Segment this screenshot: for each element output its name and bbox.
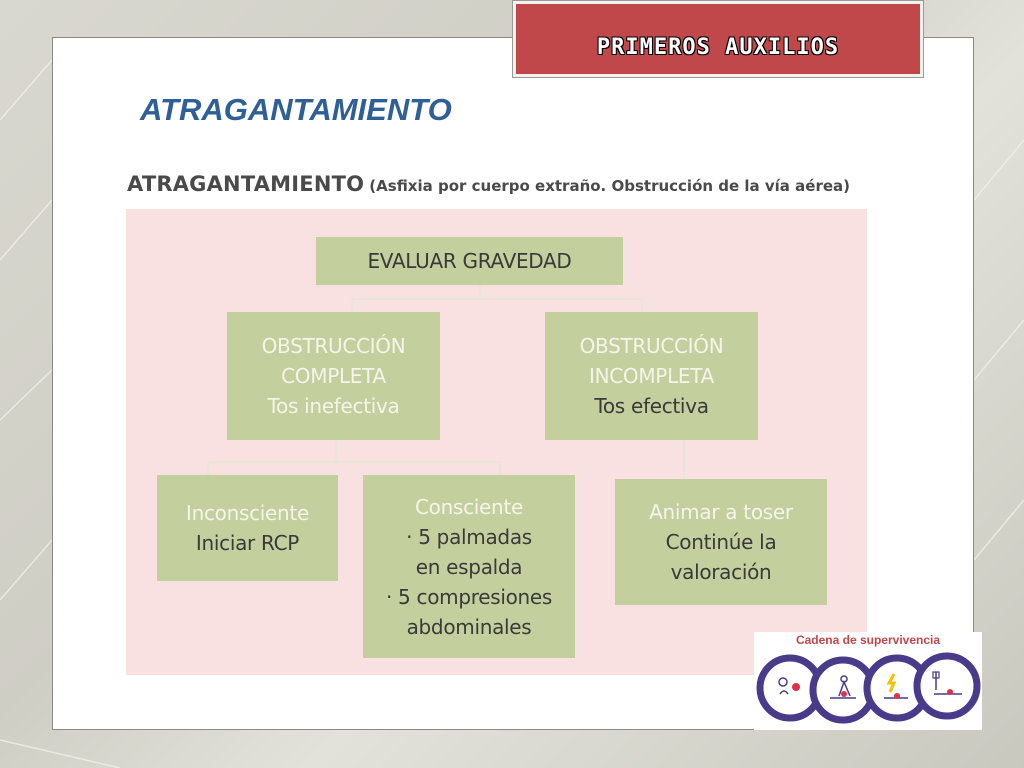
node-label: Tos efectiva: [594, 394, 709, 418]
node-label: OBSTRUCCIÓN: [261, 334, 406, 358]
node-complete-obstruction: [227, 312, 440, 440]
node-conscious: [363, 475, 575, 658]
node-label: Iniciar RCP: [195, 531, 300, 555]
node-evaluate-severity: [316, 237, 623, 285]
node-label: EVALUAR GRAVEDAD: [367, 249, 572, 273]
node-label: abdominales: [406, 614, 532, 639]
section-title: PRIMEROS AUXILIOS: [596, 34, 840, 60]
node-incomplete-obstruction: [545, 312, 758, 440]
chain-of-survival-badge: [754, 632, 982, 730]
node-label: COMPLETA: [281, 364, 386, 388]
node-label: Animar a toser: [649, 500, 793, 524]
figure-heading: [127, 172, 887, 196]
badge-title: Cadena de supervivencia: [795, 633, 941, 647]
node-label: Continúe la: [665, 530, 777, 554]
node-label: en espalda: [415, 554, 523, 579]
page-title: ATRAGANTAMIENTO: [140, 92, 452, 127]
figure-heading-subtitle: (Asfixia por cuerpo extraño. Obstrucción de la vía aérea): [369, 177, 850, 195]
node-label: OBSTRUCCIÓN: [579, 334, 724, 358]
node-label: INCOMPLETA: [588, 364, 714, 388]
flowchart-panel: [126, 209, 867, 675]
node-label: Tos inefectiva: [267, 394, 400, 418]
node-label: · 5 palmadas: [406, 524, 532, 549]
node-label: valoración: [670, 560, 772, 584]
node-label: Inconsciente: [186, 501, 309, 525]
figure-heading-main: ATRAGANTAMIENTO: [127, 172, 365, 196]
node-label: Consciente: [415, 494, 523, 519]
node-unconscious: [157, 475, 338, 581]
node-label: · 5 compresiones: [385, 584, 553, 609]
node-encourage-cough: [615, 479, 827, 605]
section-tab: [512, 0, 924, 78]
